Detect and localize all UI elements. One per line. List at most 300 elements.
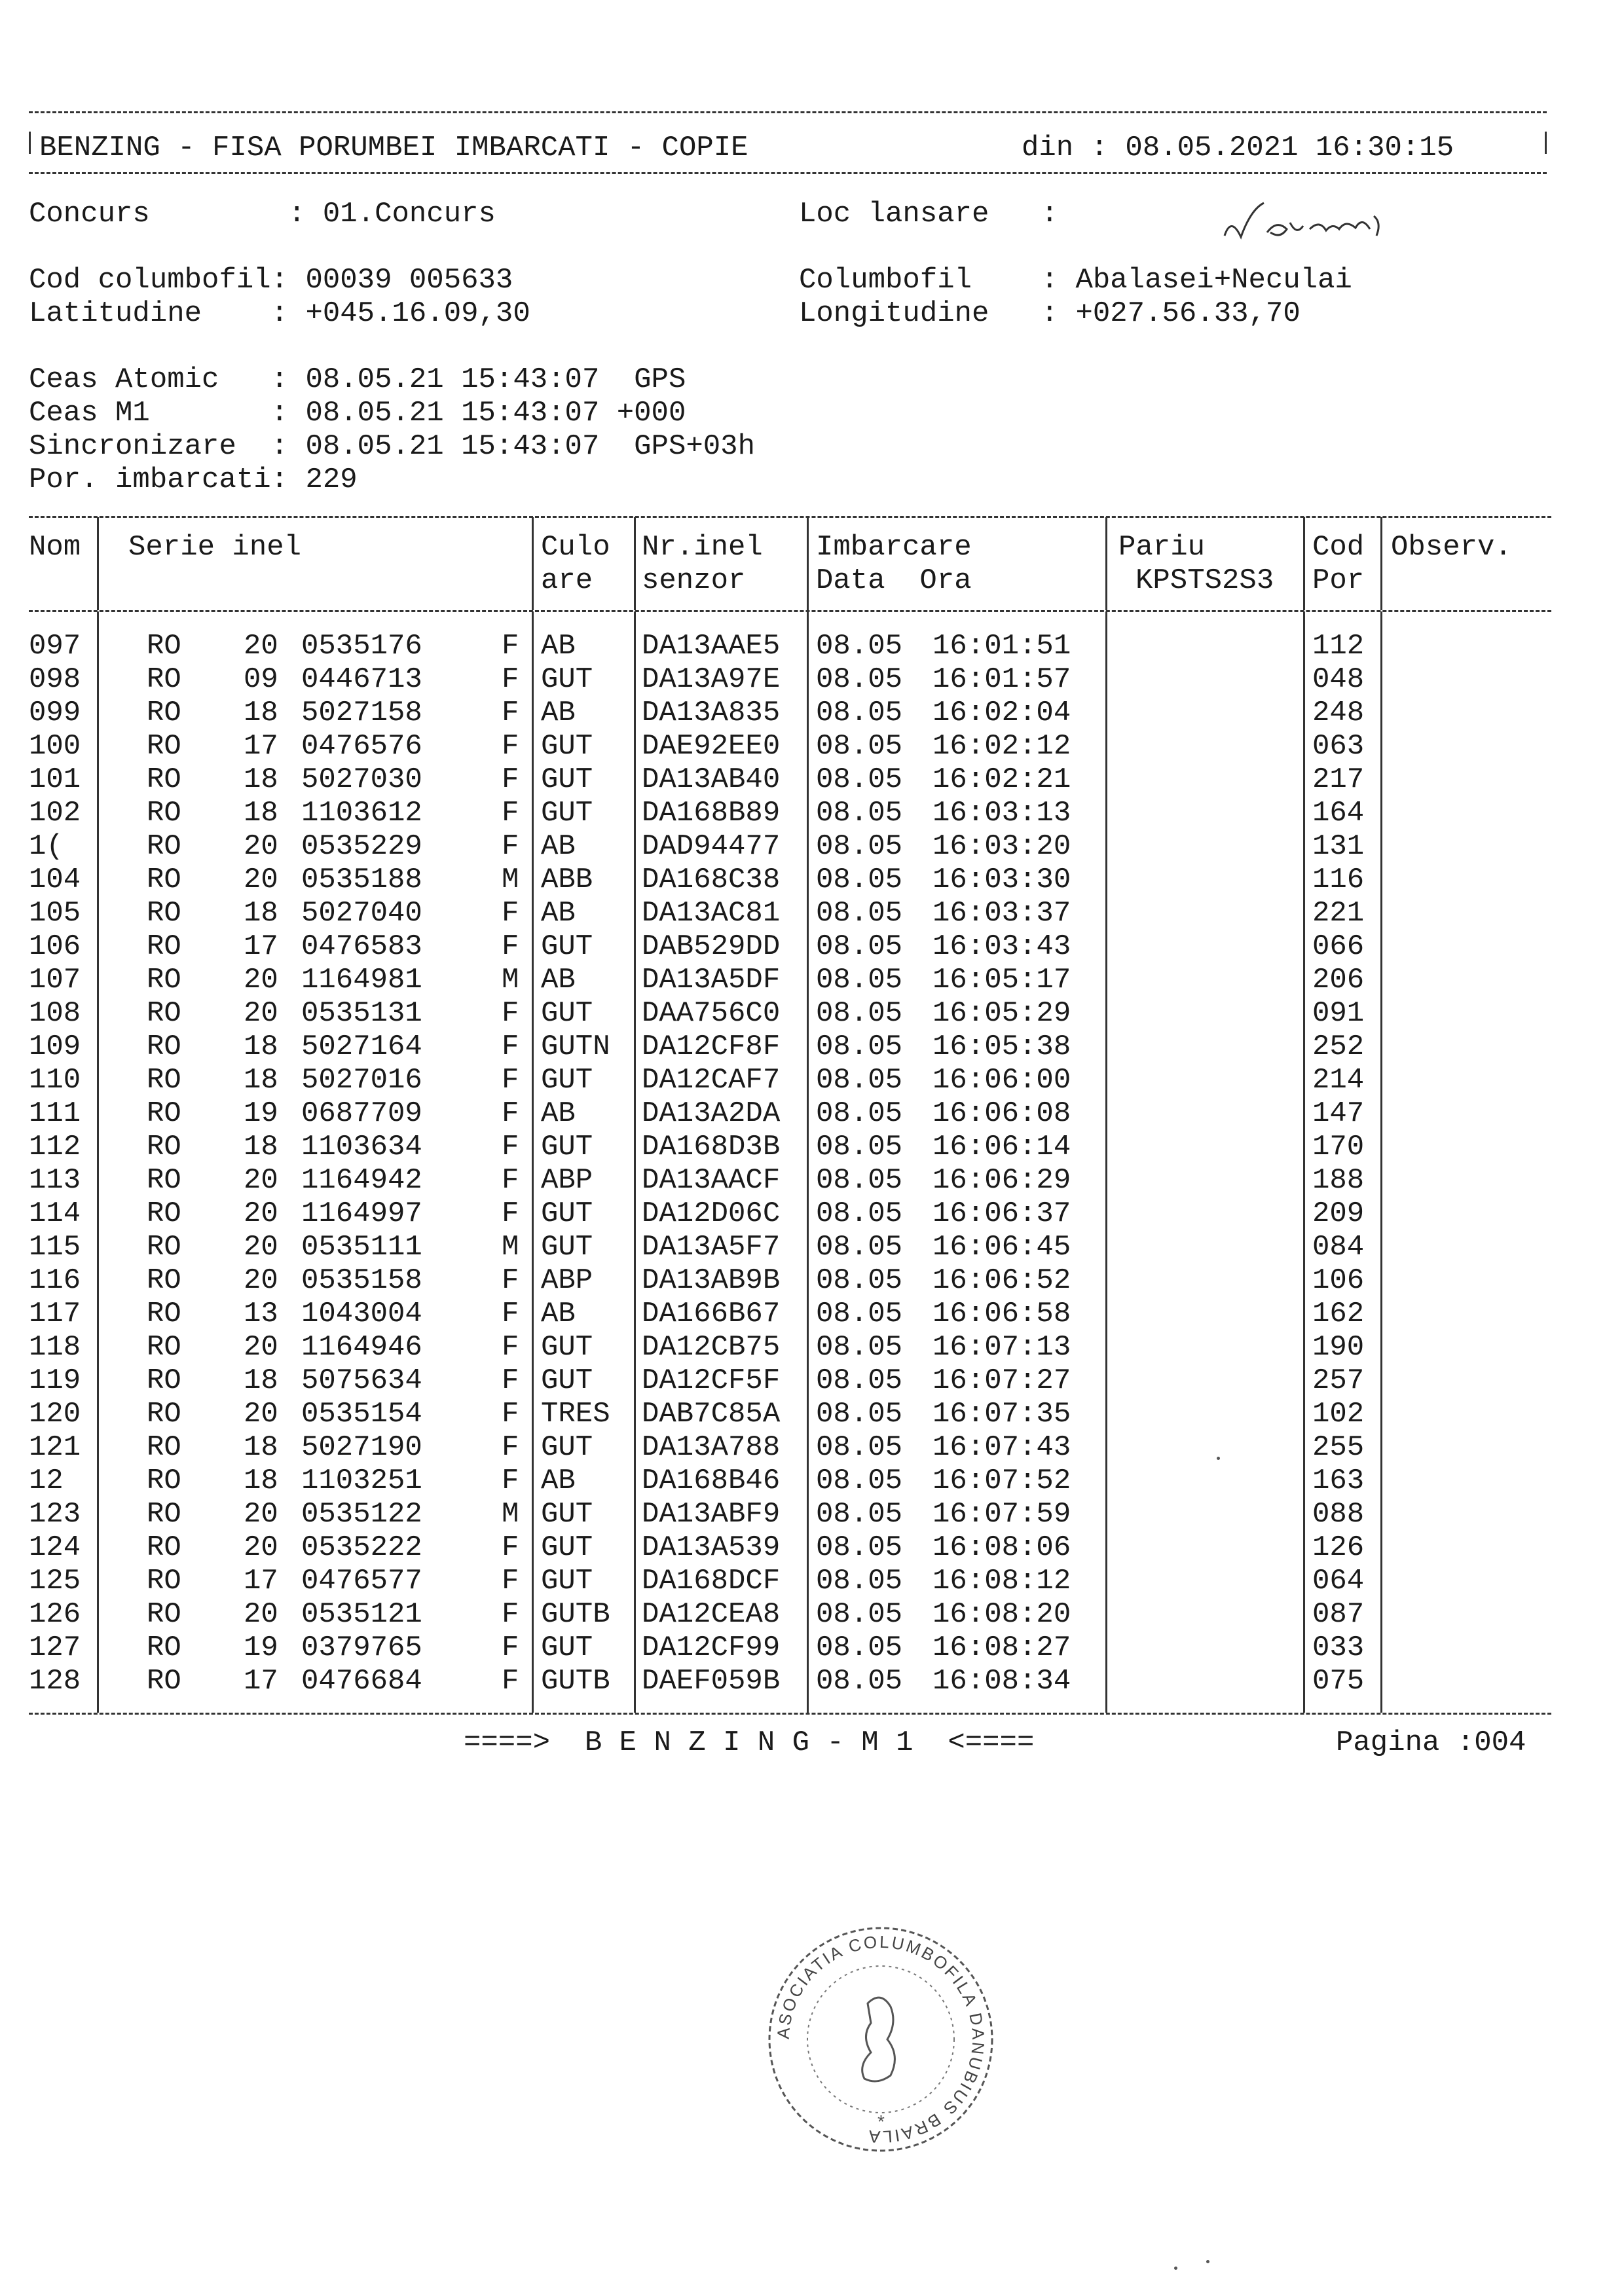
row-senzor: DA168DCF xyxy=(642,1565,781,1597)
row-culoare: AB xyxy=(541,1097,576,1130)
row-tara: RO xyxy=(147,630,181,663)
row-culoare: GUT xyxy=(541,1197,593,1230)
longitudine-line: Longitudine : +027.56.33,70 xyxy=(799,297,1301,330)
row-sex: M xyxy=(502,1231,519,1264)
document-title: BENZING - FISA PORUMBEI IMBARCATI - COPIE xyxy=(39,132,748,164)
row-ora: 16:03:20 xyxy=(932,830,1071,863)
table-row xyxy=(0,1431,1624,1465)
table-row xyxy=(0,1331,1624,1364)
row-an: 19 xyxy=(244,1631,278,1664)
row-tara: RO xyxy=(147,1631,181,1664)
row-an: 09 xyxy=(244,663,278,696)
row-culoare: GUT xyxy=(541,797,593,829)
signature xyxy=(1205,196,1441,255)
row-nr-inel: 0535229 xyxy=(301,830,422,863)
col-imbarcare: Imbarcare xyxy=(816,531,972,564)
row-senzor: DA13AAE5 xyxy=(642,630,781,663)
row-data: 08.05 xyxy=(816,1131,903,1163)
row-nom: 101 xyxy=(29,763,81,796)
row-tara: RO xyxy=(147,964,181,996)
row-tara: RO xyxy=(147,864,181,896)
row-ora: 16:02:12 xyxy=(932,730,1071,763)
row-ora: 16:01:57 xyxy=(932,663,1071,696)
row-ora: 16:07:13 xyxy=(932,1331,1071,1364)
col-serie-inel: Serie inel xyxy=(128,531,302,564)
row-cod: 112 xyxy=(1312,630,1365,663)
row-cod: 170 xyxy=(1312,1131,1365,1163)
table-row xyxy=(0,964,1624,997)
row-data: 08.05 xyxy=(816,930,903,963)
table-row xyxy=(0,1264,1624,1298)
row-an: 18 xyxy=(244,1030,278,1063)
row-sex: F xyxy=(502,1097,519,1130)
row-sex: F xyxy=(502,1598,519,1631)
row-senzor: DA13AACF xyxy=(642,1164,781,1197)
row-sex: F xyxy=(502,797,519,829)
col-culoare-1: Culo xyxy=(541,531,610,564)
row-ora: 16:08:34 xyxy=(932,1665,1071,1698)
row-ora: 16:05:29 xyxy=(932,997,1071,1030)
row-ora: 16:06:08 xyxy=(932,1097,1071,1130)
row-an: 20 xyxy=(244,1231,278,1264)
row-an: 18 xyxy=(244,1364,278,1397)
row-senzor: DA12CF8F xyxy=(642,1030,781,1063)
row-sex: F xyxy=(502,1631,519,1664)
table-row xyxy=(0,864,1624,897)
row-data: 08.05 xyxy=(816,730,903,763)
row-nr-inel: 1164981 xyxy=(301,964,422,996)
row-senzor: DA13A5DF xyxy=(642,964,781,996)
row-an: 20 xyxy=(244,1331,278,1364)
row-tara: RO xyxy=(147,1364,181,1397)
stamp-text: ASOCIATIA COLUMBOFILA DANUBIUS BRAILA xyxy=(773,1931,989,2147)
row-cod: 252 xyxy=(1312,1030,1365,1063)
row-nom: 126 xyxy=(29,1598,81,1631)
col-data-ora: Data Ora xyxy=(816,564,972,597)
row-tara: RO xyxy=(147,1164,181,1197)
sincronizare-line: Sincronizare : 08.05.21 15:43:07 GPS+03h xyxy=(29,430,755,463)
row-cod: 248 xyxy=(1312,697,1365,729)
row-cod: 048 xyxy=(1312,663,1365,696)
row-culoare: AB xyxy=(541,830,576,863)
row-an: 20 xyxy=(244,1498,278,1531)
row-data: 08.05 xyxy=(816,1231,903,1264)
row-nom: 117 xyxy=(29,1298,81,1330)
row-sex: F xyxy=(502,1298,519,1330)
row-an: 19 xyxy=(244,1097,278,1130)
row-senzor: DAEF059B xyxy=(642,1665,781,1698)
row-an: 20 xyxy=(244,830,278,863)
row-cod: 214 xyxy=(1312,1064,1365,1097)
document-date: din : 08.05.2021 16:30:15 xyxy=(1022,132,1454,164)
row-ora: 16:08:06 xyxy=(932,1531,1071,1564)
table-row xyxy=(0,1498,1624,1531)
row-nr-inel: 5027016 xyxy=(301,1064,422,1097)
row-data: 08.05 xyxy=(816,1197,903,1230)
row-culoare: ABB xyxy=(541,864,593,896)
row-culoare: GUT xyxy=(541,930,593,963)
row-an: 18 xyxy=(244,897,278,930)
row-tara: RO xyxy=(147,1231,181,1264)
col-cod: Cod xyxy=(1312,531,1365,564)
row-culoare: GUT xyxy=(541,1431,593,1464)
row-cod: 206 xyxy=(1312,964,1365,996)
row-tara: RO xyxy=(147,1598,181,1631)
row-tara: RO xyxy=(147,930,181,963)
row-data: 08.05 xyxy=(816,1298,903,1330)
row-nom: 12 xyxy=(29,1465,64,1497)
row-nom: 099 xyxy=(29,697,81,729)
row-nom: 106 xyxy=(29,930,81,963)
col-kpsts: KPSTS2S3 xyxy=(1135,564,1274,597)
row-data: 08.05 xyxy=(816,1164,903,1197)
row-an: 17 xyxy=(244,730,278,763)
por-imbarcati-line: Por. imbarcati: 229 xyxy=(29,464,358,496)
row-ora: 16:06:52 xyxy=(932,1264,1071,1297)
col-nom: Nom xyxy=(29,531,81,564)
row-tara: RO xyxy=(147,1498,181,1531)
row-nr-inel: 0446713 xyxy=(301,663,422,696)
row-data: 08.05 xyxy=(816,897,903,930)
row-nom: 119 xyxy=(29,1364,81,1397)
row-senzor: DA168D3B xyxy=(642,1131,781,1163)
row-data: 08.05 xyxy=(816,1531,903,1564)
row-sex: F xyxy=(502,1431,519,1464)
row-tara: RO xyxy=(147,1531,181,1564)
row-data: 08.05 xyxy=(816,1498,903,1531)
row-sex: F xyxy=(502,997,519,1030)
row-an: 20 xyxy=(244,1197,278,1230)
row-nr-inel: 0535111 xyxy=(301,1231,422,1264)
row-senzor: DA13AB9B xyxy=(642,1264,781,1297)
table-row xyxy=(0,1531,1624,1565)
row-tara: RO xyxy=(147,830,181,863)
row-culoare: GUT xyxy=(541,1631,593,1664)
row-cod: 102 xyxy=(1312,1398,1365,1430)
row-sex: M xyxy=(502,864,519,896)
latitudine-line: Latitudine : +045.16.09,30 xyxy=(29,297,530,330)
row-senzor: DA13A788 xyxy=(642,1431,781,1464)
row-cod: 126 xyxy=(1312,1531,1365,1564)
row-sex: F xyxy=(502,630,519,663)
row-senzor: DA13ABF9 xyxy=(642,1498,781,1531)
row-nr-inel: 0687709 xyxy=(301,1097,422,1130)
row-data: 08.05 xyxy=(816,797,903,829)
row-ora: 16:06:45 xyxy=(932,1231,1071,1264)
row-senzor: DA12CB75 xyxy=(642,1331,781,1364)
row-sex: F xyxy=(502,763,519,796)
table-row xyxy=(0,1298,1624,1331)
row-nr-inel: 0535122 xyxy=(301,1498,422,1531)
row-nom: 125 xyxy=(29,1565,81,1597)
row-senzor: DA12CEA8 xyxy=(642,1598,781,1631)
row-an: 20 xyxy=(244,1398,278,1430)
row-data: 08.05 xyxy=(816,763,903,796)
row-ora: 16:02:04 xyxy=(932,697,1071,729)
row-nom: 111 xyxy=(29,1097,81,1130)
row-nr-inel: 1164997 xyxy=(301,1197,422,1230)
row-ora: 16:03:13 xyxy=(932,797,1071,829)
row-cod: 163 xyxy=(1312,1465,1365,1497)
row-culoare: GUT xyxy=(541,730,593,763)
row-tara: RO xyxy=(147,897,181,930)
row-culoare: GUTB xyxy=(541,1598,610,1631)
row-senzor: DAD94477 xyxy=(642,830,781,863)
row-nom: 110 xyxy=(29,1064,81,1097)
row-data: 08.05 xyxy=(816,1398,903,1430)
row-an: 18 xyxy=(244,697,278,729)
row-an: 18 xyxy=(244,797,278,829)
row-culoare: GUTN xyxy=(541,1030,610,1063)
row-ora: 16:07:52 xyxy=(932,1465,1071,1497)
row-nom: 097 xyxy=(29,630,81,663)
row-tara: RO xyxy=(147,797,181,829)
row-data: 08.05 xyxy=(816,964,903,996)
table-row xyxy=(0,1398,1624,1431)
row-nr-inel: 0535188 xyxy=(301,864,422,896)
row-nom: 109 xyxy=(29,1030,81,1063)
row-sex: F xyxy=(502,730,519,763)
row-nom: 118 xyxy=(29,1331,81,1364)
row-nom: 123 xyxy=(29,1498,81,1531)
row-culoare: GUT xyxy=(541,1331,593,1364)
svg-text:*: * xyxy=(877,2111,885,2132)
row-sex: M xyxy=(502,1498,519,1531)
row-ora: 16:02:21 xyxy=(932,763,1071,796)
concurs-line: Concurs : 01.Concurs xyxy=(29,198,496,230)
table-row xyxy=(0,830,1624,864)
row-senzor: DAB7C85A xyxy=(642,1398,781,1430)
table-row xyxy=(0,663,1624,697)
row-cod: 088 xyxy=(1312,1498,1365,1531)
loc-lansare-line: Loc lansare : xyxy=(799,198,1059,230)
row-cod: 209 xyxy=(1312,1197,1365,1230)
table-row xyxy=(0,1598,1624,1631)
row-nom: 105 xyxy=(29,897,81,930)
row-nr-inel: 0535121 xyxy=(301,1598,422,1631)
row-data: 08.05 xyxy=(816,630,903,663)
row-sex: F xyxy=(502,1364,519,1397)
row-nom: 104 xyxy=(29,864,81,896)
row-nom: 107 xyxy=(29,964,81,996)
association-stamp xyxy=(760,1918,1002,2160)
row-an: 18 xyxy=(244,1465,278,1497)
table-header-rule xyxy=(29,610,1551,612)
row-nom: 1( xyxy=(29,830,64,863)
row-cod: 147 xyxy=(1312,1097,1365,1130)
row-tara: RO xyxy=(147,1665,181,1698)
row-cod: 188 xyxy=(1312,1164,1365,1197)
row-cod: 116 xyxy=(1312,864,1365,896)
col-nr-inel: Nr.inel xyxy=(642,531,763,564)
row-cod: 255 xyxy=(1312,1431,1365,1464)
row-culoare: ABP xyxy=(541,1264,593,1297)
table-row xyxy=(0,1465,1624,1498)
row-an: 20 xyxy=(244,1531,278,1564)
row-sex: F xyxy=(502,897,519,930)
table-row xyxy=(0,1565,1624,1598)
row-sex: F xyxy=(502,1131,519,1163)
row-ora: 16:06:58 xyxy=(932,1298,1071,1330)
row-an: 13 xyxy=(244,1298,278,1330)
row-an: 17 xyxy=(244,1665,278,1698)
row-sex: F xyxy=(502,1164,519,1197)
row-ora: 16:06:29 xyxy=(932,1164,1071,1197)
row-ora: 16:07:27 xyxy=(932,1364,1071,1397)
row-senzor: DA12D06C xyxy=(642,1197,781,1230)
row-sex: F xyxy=(502,1565,519,1597)
row-cod: 217 xyxy=(1312,763,1365,796)
row-nom: 108 xyxy=(29,997,81,1030)
ceas-m1-line: Ceas M1 : 08.05.21 15:43:07 +000 xyxy=(29,397,686,429)
row-cod: 221 xyxy=(1312,897,1365,930)
row-cod: 087 xyxy=(1312,1598,1365,1631)
row-senzor: DA13A5F7 xyxy=(642,1231,781,1264)
row-nr-inel: 1043004 xyxy=(301,1298,422,1330)
row-nr-inel: 0476684 xyxy=(301,1665,422,1698)
row-senzor: DA168B46 xyxy=(642,1465,781,1497)
row-sex: F xyxy=(502,1197,519,1230)
ceas-atomic-line: Ceas Atomic : 08.05.21 15:43:07 GPS xyxy=(29,363,686,396)
row-an: 17 xyxy=(244,1565,278,1597)
row-ora: 16:08:27 xyxy=(932,1631,1071,1664)
row-nr-inel: 1103634 xyxy=(301,1131,422,1163)
row-culoare: AB xyxy=(541,1298,576,1330)
row-an: 20 xyxy=(244,997,278,1030)
row-senzor: DA12CF99 xyxy=(642,1631,781,1664)
row-senzor: DA13A539 xyxy=(642,1531,781,1564)
row-sex: F xyxy=(502,663,519,696)
row-cod: 066 xyxy=(1312,930,1365,963)
row-senzor: DA12CF5F xyxy=(642,1364,781,1397)
row-nr-inel: 0476583 xyxy=(301,930,422,963)
row-senzor: DAA756C0 xyxy=(642,997,781,1030)
row-ora: 16:07:43 xyxy=(932,1431,1071,1464)
row-culoare: AB xyxy=(541,697,576,729)
row-tara: RO xyxy=(147,1264,181,1297)
col-pariu: Pariu xyxy=(1118,531,1206,564)
row-cod: 064 xyxy=(1312,1565,1365,1597)
row-cod: 164 xyxy=(1312,797,1365,829)
page-number: Pagina :004 xyxy=(1336,1726,1526,1759)
row-culoare: GUT xyxy=(541,1498,593,1531)
row-nr-inel: 0476576 xyxy=(301,730,422,763)
row-senzor: DA12CAF7 xyxy=(642,1064,781,1097)
row-tara: RO xyxy=(147,1097,181,1130)
table-row xyxy=(0,897,1624,930)
row-nr-inel: 0535158 xyxy=(301,1264,422,1297)
row-tara: RO xyxy=(147,1431,181,1464)
row-nr-inel: 1164946 xyxy=(301,1331,422,1364)
row-nr-inel: 5027158 xyxy=(301,697,422,729)
table-bottom-rule xyxy=(29,1713,1551,1715)
row-data: 08.05 xyxy=(816,1431,903,1464)
row-nom: 102 xyxy=(29,797,81,829)
row-data: 08.05 xyxy=(816,1331,903,1364)
row-tara: RO xyxy=(147,1131,181,1163)
row-sex: F xyxy=(502,1665,519,1698)
row-nom: 113 xyxy=(29,1164,81,1197)
row-data: 08.05 xyxy=(816,864,903,896)
row-senzor: DA168B89 xyxy=(642,797,781,829)
table-row xyxy=(0,1631,1624,1665)
row-culoare: TRES xyxy=(541,1398,610,1430)
row-culoare: GUT xyxy=(541,1531,593,1564)
row-senzor: DA13A97E xyxy=(642,663,781,696)
row-nom: 127 xyxy=(29,1631,81,1664)
row-senzor: DA13AC81 xyxy=(642,897,781,930)
row-nr-inel: 0535154 xyxy=(301,1398,422,1430)
row-senzor: DA168C38 xyxy=(642,864,781,896)
row-culoare: AB xyxy=(541,897,576,930)
row-sex: F xyxy=(502,1030,519,1063)
row-data: 08.05 xyxy=(816,1565,903,1597)
row-sex: F xyxy=(502,830,519,863)
row-tara: RO xyxy=(147,663,181,696)
row-nr-inel: 5075634 xyxy=(301,1364,422,1397)
row-an: 20 xyxy=(244,964,278,996)
row-cod: 106 xyxy=(1312,1264,1365,1297)
table-row xyxy=(0,730,1624,763)
row-nom: 116 xyxy=(29,1264,81,1297)
table-row xyxy=(0,630,1624,663)
row-sex: F xyxy=(502,1264,519,1297)
row-culoare: AB xyxy=(541,1465,576,1497)
columbofil-line: Columbofil : Abalasei+Neculai xyxy=(799,264,1352,297)
row-cod: 063 xyxy=(1312,730,1365,763)
row-senzor: DA13A835 xyxy=(642,697,781,729)
row-sex: F xyxy=(502,1531,519,1564)
table-row xyxy=(0,1364,1624,1398)
row-nr-inel: 0535131 xyxy=(301,997,422,1030)
row-culoare: GUT xyxy=(541,1565,593,1597)
table-row xyxy=(0,1097,1624,1131)
row-nr-inel: 5027040 xyxy=(301,897,422,930)
row-culoare: GUT xyxy=(541,1131,593,1163)
row-tara: RO xyxy=(147,1331,181,1364)
row-data: 08.05 xyxy=(816,1631,903,1664)
row-nom: 114 xyxy=(29,1197,81,1230)
row-cod: 190 xyxy=(1312,1331,1365,1364)
row-culoare: AB xyxy=(541,630,576,663)
footer-banner: ====> B E N Z I N G - M 1 <==== xyxy=(464,1726,1035,1759)
row-nom: 128 xyxy=(29,1665,81,1698)
col-por: Por xyxy=(1312,564,1365,597)
row-nom: 112 xyxy=(29,1131,81,1163)
row-culoare: GUT xyxy=(541,1064,593,1097)
row-nom: 121 xyxy=(29,1431,81,1464)
row-nr-inel: 5027190 xyxy=(301,1431,422,1464)
row-nr-inel: 1164942 xyxy=(301,1164,422,1197)
row-ora: 16:06:37 xyxy=(932,1197,1071,1230)
row-cod: 091 xyxy=(1312,997,1365,1030)
table-row xyxy=(0,763,1624,797)
row-an: 18 xyxy=(244,1131,278,1163)
row-nr-inel: 5027164 xyxy=(301,1030,422,1063)
row-tara: RO xyxy=(147,1565,181,1597)
row-ora: 16:05:38 xyxy=(932,1030,1071,1063)
row-senzor: DAE92EE0 xyxy=(642,730,781,763)
row-ora: 16:07:35 xyxy=(932,1398,1071,1430)
row-data: 08.05 xyxy=(816,997,903,1030)
table-row xyxy=(0,930,1624,964)
row-ora: 16:08:20 xyxy=(932,1598,1071,1631)
row-nom: 100 xyxy=(29,730,81,763)
table-top-rule xyxy=(29,516,1551,518)
row-nom: 098 xyxy=(29,663,81,696)
row-nr-inel: 0476577 xyxy=(301,1565,422,1597)
table-row xyxy=(0,1131,1624,1164)
